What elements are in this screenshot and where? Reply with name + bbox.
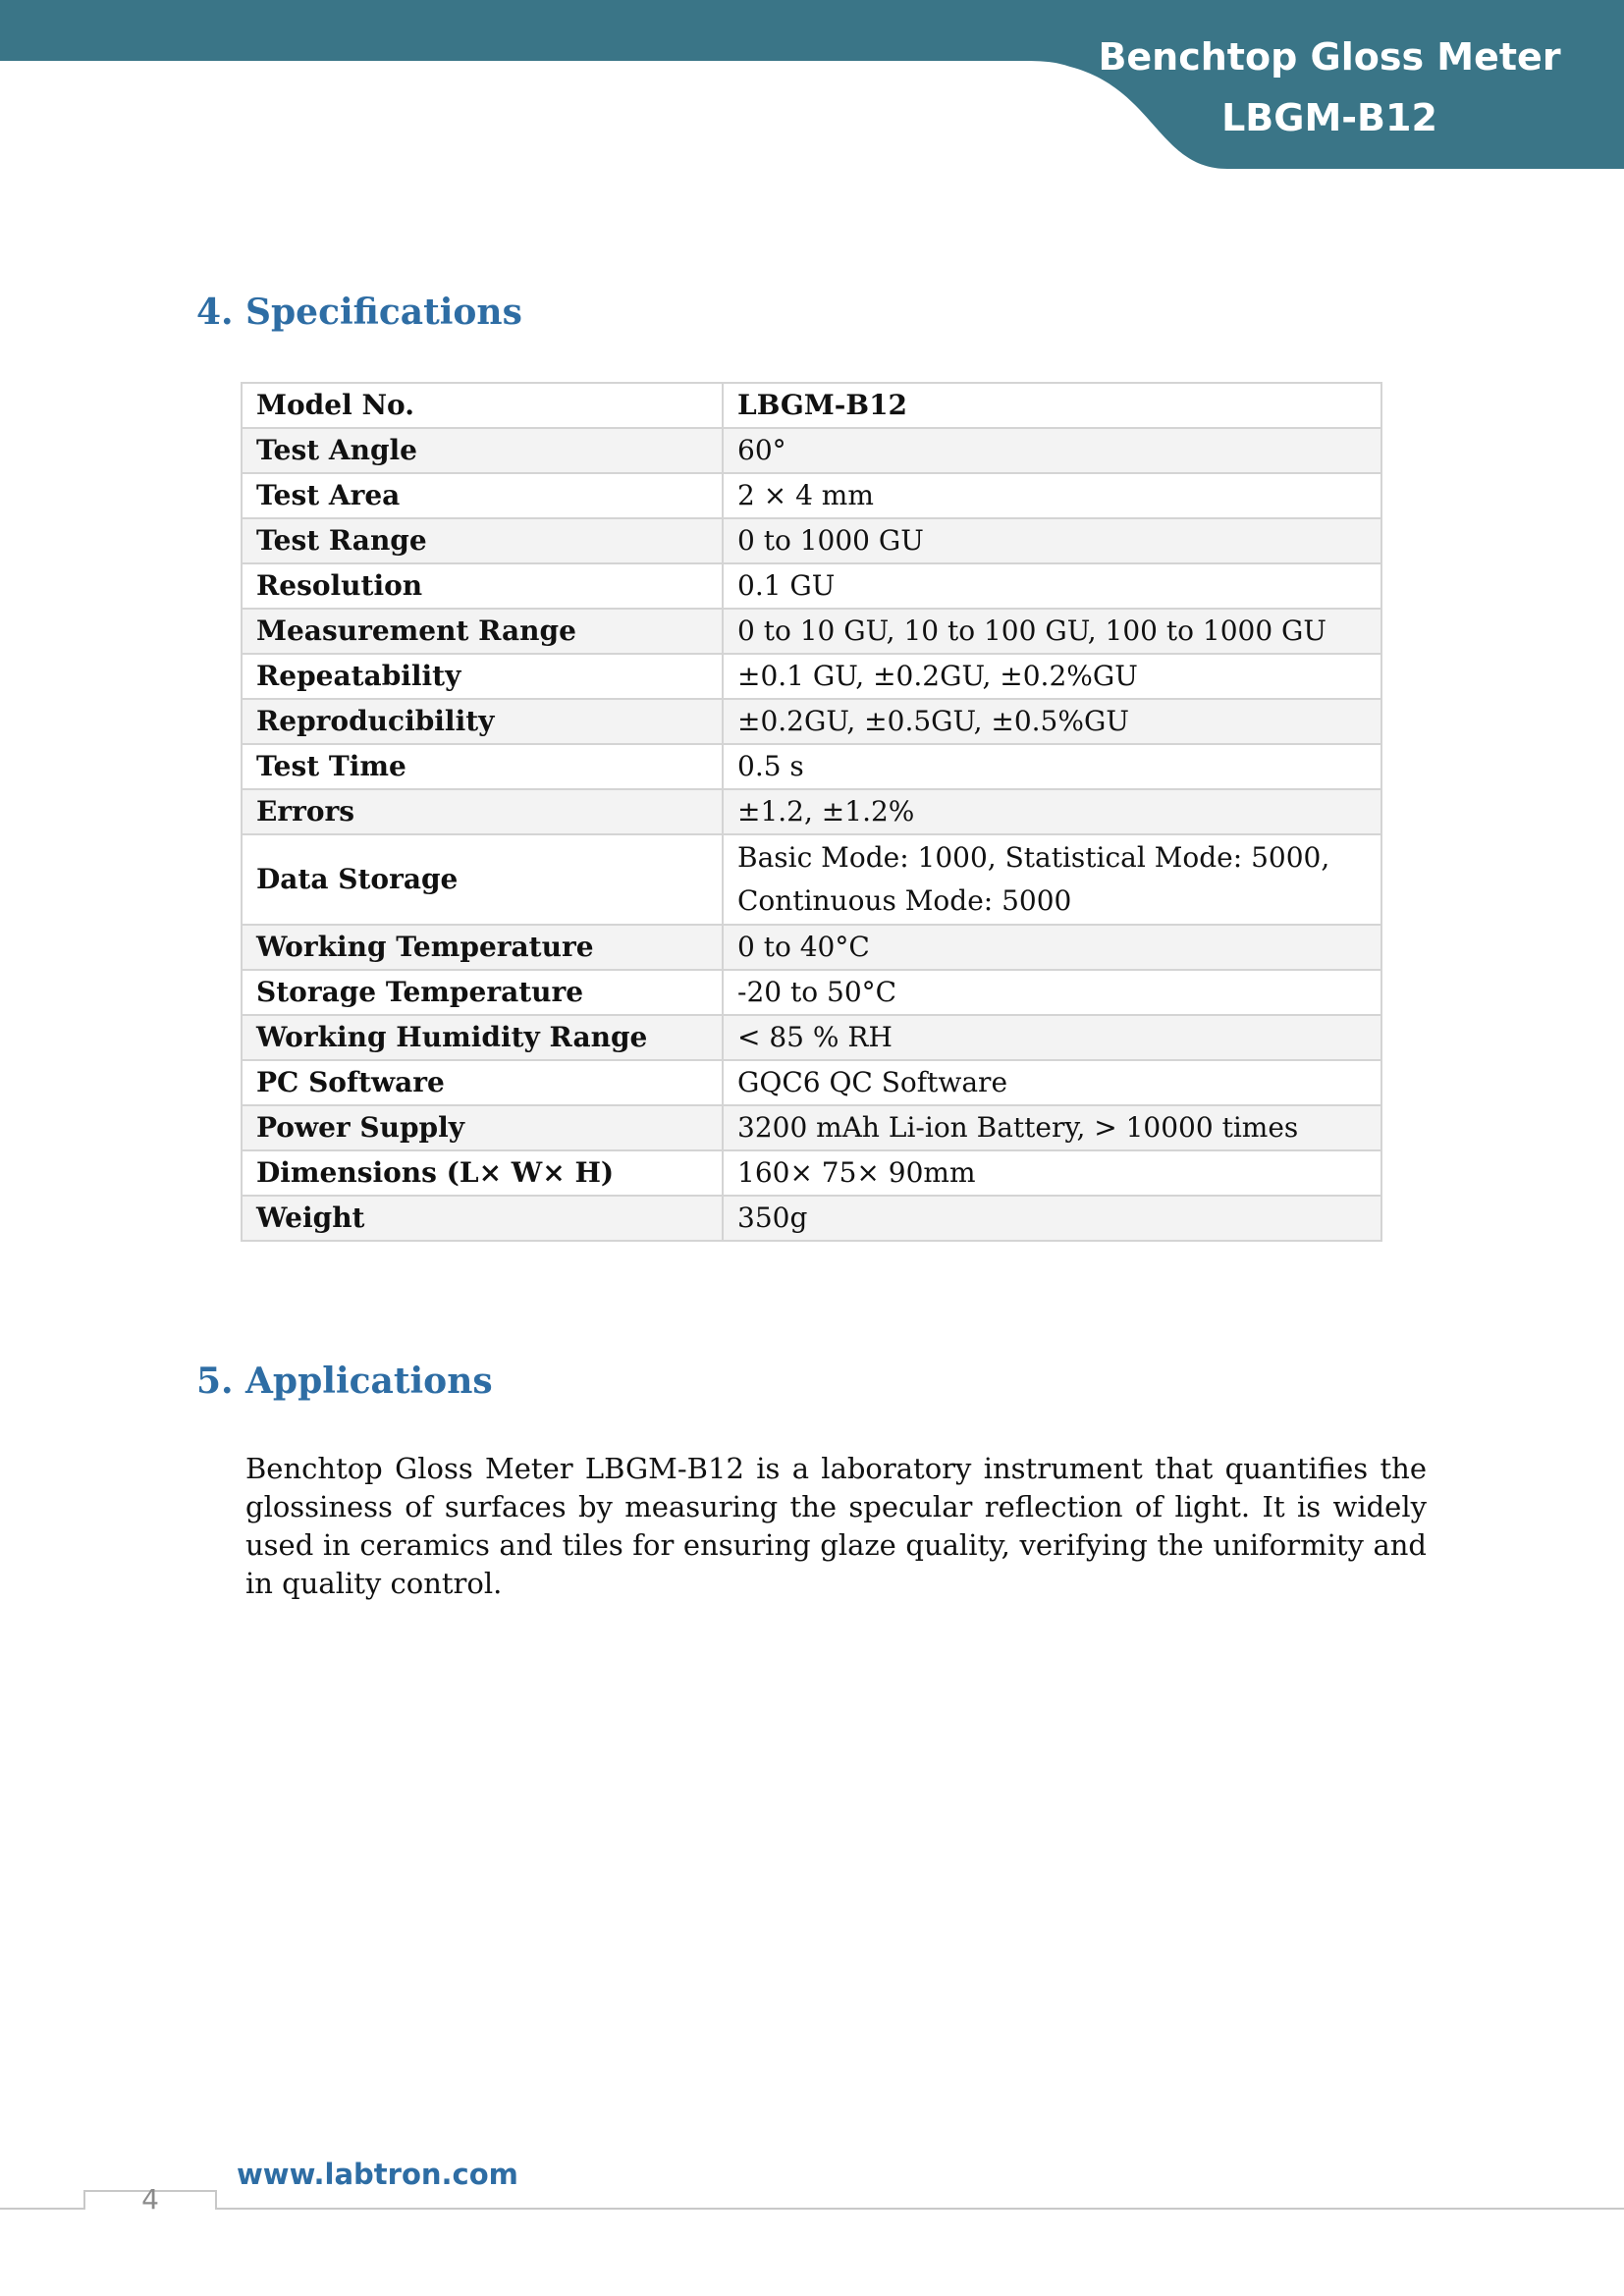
spec-label: Test Time [242,744,723,789]
spec-value: GQC6 QC Software [723,1060,1381,1105]
applications-paragraph: Benchtop Gloss Meter LBGM-B12 is a laboratory instrument that quantifies the glossiness of surfaces by measuring the specular reflection of light. It is widely used in ceramics and tiles for ensuring glaze quality, verifying the uniformity and in quality control. [245,1452,1427,1600]
spec-label: Errors [242,789,723,834]
table-row [242,1060,1381,1105]
spec-value: 0 to 10 GU, 10 to 100 GU, 100 to 1000 GU [723,609,1381,654]
spec-value: 0 to 40°C [723,925,1381,970]
spec-value: 60° [723,428,1381,473]
spec-value-line: Basic Mode: 1000, Statistical Mode: 5000, [737,841,1330,874]
spec-value: 0.5 s [723,744,1381,789]
footer-page-tab-outline [0,2191,1624,2209]
table-row [242,699,1381,744]
spec-label: Storage Temperature [242,970,723,1015]
table-row [242,1150,1381,1196]
spec-label: Test Range [242,518,723,563]
spec-value: -20 to 50°C [723,970,1381,1015]
table-row [242,609,1381,654]
spec-label: Power Supply [242,1105,723,1150]
spec-label: Data Storage [242,834,723,925]
spec-label: Working Humidity Range [242,1015,723,1060]
table-row [242,1105,1381,1150]
spec-label: Measurement Range [242,609,723,654]
spec-value: 350g [723,1196,1381,1241]
spec-label: Weight [242,1196,723,1241]
applications-number: 5. [196,1361,234,1402]
applications-title: Applications [245,1361,493,1402]
spec-label: Resolution [242,563,723,609]
spec-label: Reproducibility [242,699,723,744]
specifications-heading [196,292,522,333]
spec-value: 0 to 1000 GU [723,518,1381,563]
specifications-title: Specifications [245,292,522,333]
table-row [242,473,1381,518]
spec-label: Test Area [242,473,723,518]
spec-value: ±0.2GU, ±0.5GU, ±0.5%GU [723,699,1381,744]
spec-label: Repeatability [242,654,723,699]
table-row [242,834,1381,925]
page-number: 4 [141,2183,159,2216]
spec-value [723,834,1381,925]
spec-value: < 85 % RH [723,1015,1381,1060]
spec-label: Test Angle [242,428,723,473]
table-row [242,1015,1381,1060]
spec-value: 160× 75× 90mm [723,1150,1381,1196]
table-row [242,383,1381,428]
table-row [242,789,1381,834]
spec-value: LBGM-B12 [723,383,1381,428]
spec-label: Model No. [242,383,723,428]
header-title: Benchtop Gloss Meter [1098,35,1561,79]
spec-value-line: Continuous Mode: 5000 [737,884,1072,917]
table-row [242,563,1381,609]
spec-label: Working Temperature [242,925,723,970]
table-row [242,518,1381,563]
table-row [242,925,1381,970]
spec-value: ±1.2, ±1.2% [723,789,1381,834]
spec-value: ±0.1 GU, ±0.2GU, ±0.2%GU [723,654,1381,699]
table-row [242,428,1381,473]
applications-heading [196,1361,493,1402]
footer-website-link[interactable]: www.labtron.com [237,2158,518,2191]
spec-value: 3200 mAh Li-ion Battery, > 10000 times [723,1105,1381,1150]
specifications-table [241,382,1382,1242]
spec-value: 2 × 4 mm [723,473,1381,518]
specifications-number: 4. [196,292,234,333]
spec-label: Dimensions (L× W× H) [242,1150,723,1196]
spec-label: PC Software [242,1060,723,1105]
table-row [242,744,1381,789]
header-model: LBGM-B12 [1221,96,1437,139]
spec-value: 0.1 GU [723,563,1381,609]
table-row [242,1196,1381,1241]
table-row [242,654,1381,699]
table-row [242,970,1381,1015]
